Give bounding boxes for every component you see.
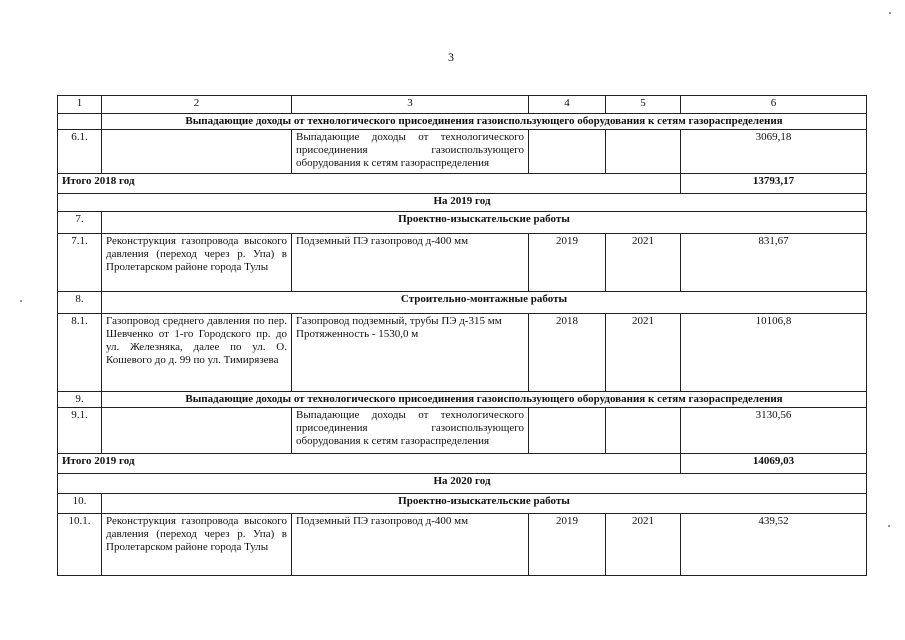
section-num: 7.	[58, 212, 102, 234]
row-end-year: 2021	[606, 514, 681, 576]
row-start-year	[529, 130, 606, 174]
section-title: Выпадающие доходы от технологического присоединения газоиспользующего оборудования к сетям газораспределения	[102, 114, 867, 130]
row-start-year: 2018	[529, 314, 606, 392]
row-object: Подземный ПЭ газопровод д-400 мм	[292, 514, 529, 576]
section-row-10	[58, 494, 867, 514]
row-num: 7.1.	[58, 234, 102, 292]
row-description	[102, 130, 292, 174]
section-title: Строительно-монтажные работы	[102, 292, 867, 314]
row-value: 3069,18	[681, 130, 867, 174]
section-row-8	[58, 292, 867, 314]
row-num: 10.1.	[58, 514, 102, 576]
section-title: Проектно-изыскательские работы	[102, 212, 867, 234]
scan-mark	[20, 300, 22, 302]
table-row-10-1	[58, 514, 867, 576]
header-cell-4: 4	[529, 96, 606, 114]
header-cell-6: 6	[681, 96, 867, 114]
section-num: 8.	[58, 292, 102, 314]
row-object: Выпадающие доходы от технологического присоединения газоиспользующего оборудования к сетям газораспределения	[292, 408, 529, 454]
section-num-cell	[58, 114, 102, 130]
section-num: 10.	[58, 494, 102, 514]
row-value: 10106,8	[681, 314, 867, 392]
row-num: 6.1.	[58, 130, 102, 174]
table-row-7-1	[58, 234, 867, 292]
scan-mark	[889, 12, 891, 14]
row-description	[102, 408, 292, 454]
row-object: Газопровод подземный, трубы ПЭ д-315 мм Протяженность - 1530,0 м	[292, 314, 529, 392]
row-num: 9.1.	[58, 408, 102, 454]
table-row-8-1	[58, 314, 867, 392]
row-value: 3130,56	[681, 408, 867, 454]
table-row-9-1	[58, 408, 867, 454]
page-number: 3	[448, 50, 454, 64]
row-num: 8.1.	[58, 314, 102, 392]
row-end-year	[606, 408, 681, 454]
year-title: На 2020 год	[58, 474, 867, 494]
year-row-2020	[58, 474, 867, 494]
row-value: 439,52	[681, 514, 867, 576]
total-value: 13793,17	[681, 174, 867, 194]
row-start-year: 2019	[529, 234, 606, 292]
row-description: Реконструкция газопровода высокого давления (переход через р. Упа) в Пролетарском районе города Тулы	[102, 234, 292, 292]
total-row-2019	[58, 454, 867, 474]
header-cell-1: 1	[58, 96, 102, 114]
header-cell-2: 2	[102, 96, 292, 114]
row-end-year: 2021	[606, 314, 681, 392]
year-row-2019	[58, 194, 867, 212]
table-row-6-1	[58, 130, 867, 174]
total-label: Итого 2018 год	[58, 174, 681, 194]
section-title: Проектно-изыскательские работы	[102, 494, 867, 514]
header-cell-3: 3	[292, 96, 529, 114]
scan-mark	[888, 525, 890, 527]
header-cell-5: 5	[606, 96, 681, 114]
row-start-year: 2019	[529, 514, 606, 576]
row-start-year	[529, 408, 606, 454]
row-end-year	[606, 130, 681, 174]
row-value: 831,67	[681, 234, 867, 292]
investment-program-table	[57, 95, 867, 576]
total-label: Итого 2019 год	[58, 454, 681, 474]
row-description: Реконструкция газопровода высокого давления (переход через р. Упа) в Пролетарском районе города Тулы	[102, 514, 292, 576]
total-value: 14069,03	[681, 454, 867, 474]
row-object: Подземный ПЭ газопровод д-400 мм	[292, 234, 529, 292]
section-row-7	[58, 212, 867, 234]
section-title: Выпадающие доходы от технологического присоединения газоиспользующего оборудования к сетям газораспределения	[102, 392, 867, 408]
header-row	[58, 96, 867, 114]
row-end-year: 2021	[606, 234, 681, 292]
row-description: Газопровод среднего давления по пер. Шевченко от 1-го Городского пр. до ул. Железняка, далее по ул. О. Кошевого до д. 99 по ул. Тимирязева	[102, 314, 292, 392]
row-object: Выпадающие доходы от технологического присоединения газоиспользующего оборудования к сетям газораспределения	[292, 130, 529, 174]
section-num: 9.	[58, 392, 102, 408]
year-title: На 2019 год	[58, 194, 867, 212]
section-row-9	[58, 392, 867, 408]
section-row-lost-income-2018	[58, 114, 867, 130]
total-row-2018	[58, 174, 867, 194]
